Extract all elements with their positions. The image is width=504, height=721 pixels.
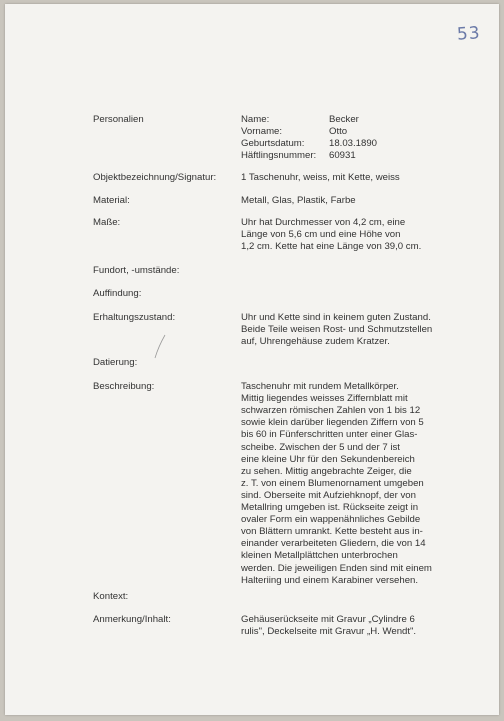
beschreibung-line: schwarzen römischen Zahlen von 1 bis 12 [241,405,421,417]
pen-stroke-mark [153,334,167,360]
beschreibung-line: sowie klein darüber liegenden Ziffern von 5 [241,417,424,429]
beschreibung-line: Taschenuhr mit rundem Metallkörper. [241,381,399,392]
field-label: Häftlingsnummer: [241,150,317,162]
objekt-value: 1 Taschenuhr, weiss, mit Kette, weiss [241,172,400,183]
beschreibung-label: Beschreibung: [93,381,155,392]
beschreibung-line: eine kleine Uhr für den Sekundenbereich [241,453,415,465]
field-label: Geburtsdatum: [241,138,305,150]
beschreibung-line: einander verarbeiteten Gliedern, die von 14 [241,538,426,550]
masse-label: Maße: [93,217,121,228]
field-value: Becker [329,114,359,125]
beschreibung-line: bis 60 in Fünferschritten unter einer Glas- [241,429,418,441]
erhaltung-label: Erhaltungszustand: [93,312,176,323]
field-label: Vorname: [241,126,283,138]
erhaltung-line: Beide Teile weisen Rost- und Schmutzstellen [241,324,433,336]
beschreibung-line: Halteriing und einem Karabiner versehen. [241,574,419,586]
material-value: Metall, Glas, Plastik, Farbe [241,195,356,206]
material-label: Material: [93,195,130,206]
beschreibung-line: von Blättern umrankt. Kette besteht aus in- [241,526,423,538]
beschreibung-line: scheibe. Zwischen der 5 und der 7 ist [241,441,400,453]
beschreibung-line: zu sehen. Mittig angebrachte Zeiger, die [241,465,412,477]
beschreibung-line: kleinen Metallplättchen unterbrochen [241,550,398,562]
objekt-label: Objektbezeichnung/Signatur: [93,172,217,183]
field-value: Otto [329,126,348,138]
beschreibung-line: Metallring umgeben ist. Rückseite zeigt in [241,502,419,513]
anmerkung-label: Anmerkung/Inhalt: [93,614,171,625]
beschreibung-line: ovaler Form ein wappenähnliches Gebilde [241,514,421,526]
anmerkung-line: rulis", Deckelseite mit Gravur „H. Wendt". [241,626,417,638]
fundort-label: Fundort, -umstände: [93,265,180,276]
beschreibung-line: z. T. von einem Blumenornament umgeben [241,477,424,489]
field-label: Name: [241,114,270,125]
field-value: 60931 [329,150,356,162]
personalien-label: Personalien [93,114,144,125]
masse-line: Uhr hat Durchmesser von 4,2 cm, eine [241,217,406,228]
beschreibung-line: sind. Oberseite mit Aufziehknopf, der von [241,489,416,501]
page-number: 53 [456,23,482,45]
beschreibung-line: Mittig liegendes weisses Ziffernblatt mit [241,393,408,405]
document-page [5,4,499,715]
auffindung-label: Auffindung: [93,288,142,299]
datierung-label: Datierung: [93,357,138,368]
anmerkung-line: Gehäuserückseite mit Gravur „Cylindre 6 [241,614,415,625]
masse-line: 1,2 cm. Kette hat eine Länge von 39,0 cm. [241,241,422,253]
erhaltung-line: auf, Uhrengehäuse zudem Kratzer. [241,336,390,348]
kontext-label: Kontext: [93,591,129,602]
beschreibung-line: werden. Die jeweiligen Enden sind mit einem [241,562,432,574]
masse-line: Länge von 5,6 cm und eine Höhe von [241,229,401,241]
erhaltung-line: Uhr und Kette sind in keinem guten Zustand. [241,312,431,323]
field-value: 18.03.1890 [329,138,378,150]
